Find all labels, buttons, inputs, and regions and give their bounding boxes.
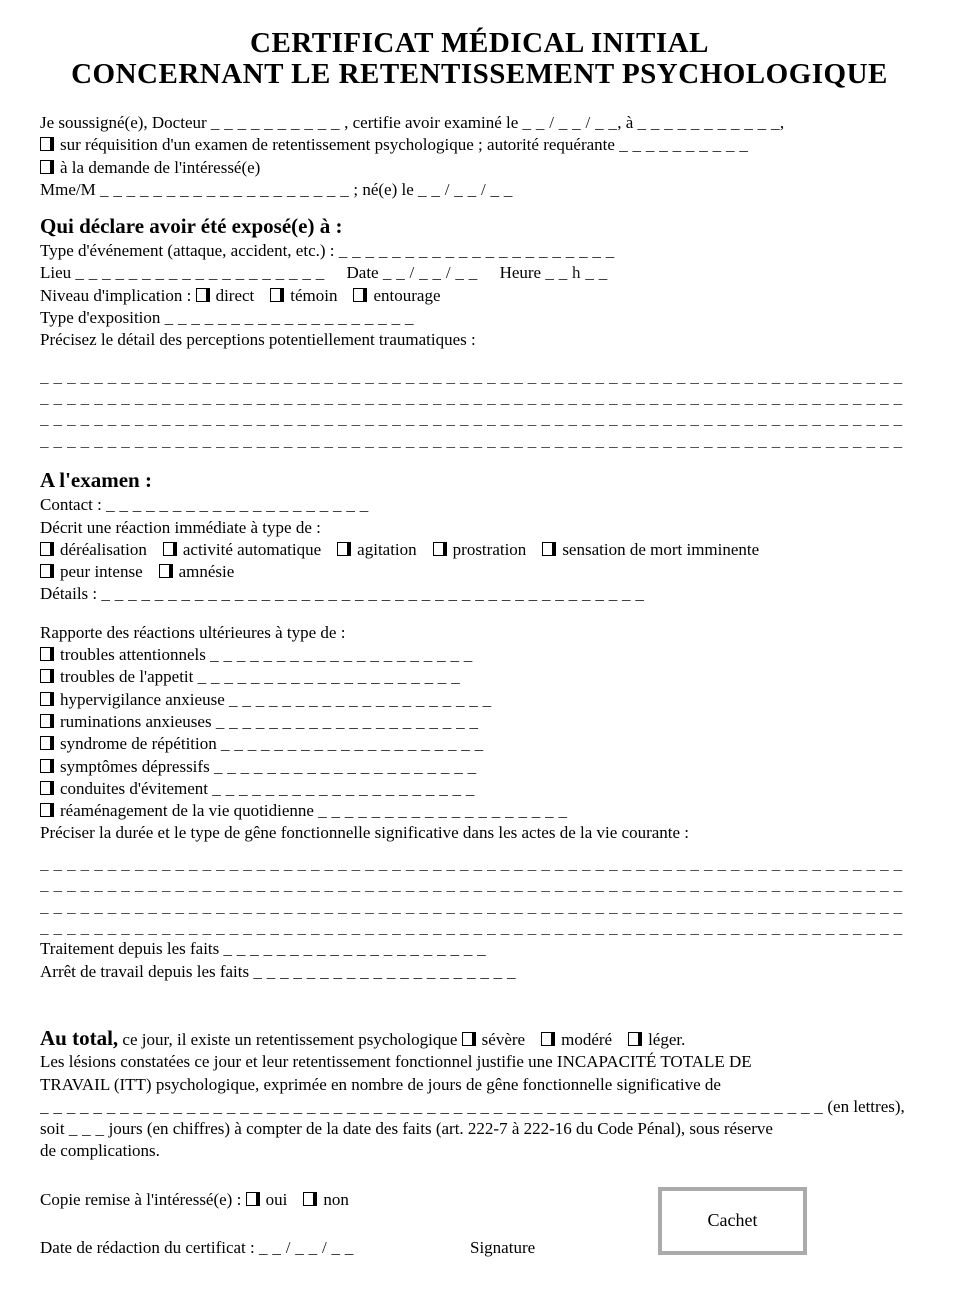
checkbox-troubles-appetit[interactable] (40, 669, 54, 683)
total-row (40, 1027, 919, 1051)
checkbox-modere[interactable] (541, 1032, 555, 1046)
event-type-row (40, 240, 919, 262)
field-itt-chiffres[interactable]: _ _ _ (68, 1119, 105, 1139)
field-patient-name[interactable]: _ _ _ _ _ _ _ _ _ _ _ _ _ _ _ _ _ _ _ (99, 179, 350, 199)
option-agitation (337, 540, 416, 559)
writing-line[interactable]: _ _ _ _ _ _ _ _ _ _ _ _ _ _ _ _ _ _ _ _ _ _ _ _ _ _ _ _ _ _ _ _ _ _ _ _ _ _ _ _ _ _ _ _ _ _ _ _ _ _ _ _ _ _ _ _ _ _ _ _ _ _ _ _ (40, 430, 903, 450)
period: . (681, 1029, 686, 1049)
option-peur-intense (40, 562, 143, 581)
contact-row (40, 494, 919, 516)
details-label: Détails : (40, 584, 102, 604)
date-label: Date (346, 263, 383, 283)
event-type-label: Type d'événement (attaque, accident, etc.) : (40, 241, 339, 261)
footer-section (40, 1185, 919, 1301)
later-item-row (40, 733, 919, 755)
checkbox-ruminations[interactable] (40, 714, 54, 728)
field-doctor-name[interactable]: _ _ _ _ _ _ _ _ _ _ (210, 113, 340, 132)
page-title (40, 28, 919, 90)
field-ruminations[interactable]: _ _ _ _ _ _ _ _ _ _ _ _ _ _ _ _ _ _ _ _ (215, 711, 479, 731)
arret-row (40, 961, 919, 983)
soit-text: soit (40, 1119, 69, 1139)
option-label: direct (215, 285, 255, 305)
checkbox-temoin[interactable] (270, 288, 284, 302)
checkbox-oui[interactable] (246, 1192, 260, 1206)
option-direct (196, 286, 255, 305)
checkbox-entourage[interactable] (353, 288, 367, 302)
later-label: Rapporte des réactions ultérieures à type de : (40, 622, 346, 642)
field-event-heure[interactable]: _ _ h _ _ (545, 263, 608, 283)
field-hypervigilance[interactable]: _ _ _ _ _ _ _ _ _ _ _ _ _ _ _ _ _ _ _ _ (229, 689, 492, 709)
exposure-section (40, 240, 919, 351)
later-item-row (40, 666, 919, 688)
item-label: syndrome de répétition (60, 734, 221, 754)
item-label: conduites d'évitement (60, 778, 213, 798)
immediate-options-row-2 (40, 561, 919, 583)
option-label: modéré (561, 1029, 613, 1049)
traitement-row (40, 938, 919, 960)
field-traitement[interactable]: _ _ _ _ _ _ _ _ _ _ _ _ _ _ _ _ _ _ _ _ (223, 939, 486, 959)
title-line-1: CERTIFICAT MÉDICAL INITIAL (250, 27, 709, 59)
field-lieu[interactable]: _ _ _ _ _ _ _ _ _ _ _ _ _ _ _ _ _ _ _ (75, 263, 325, 283)
intro-line-1 (40, 112, 919, 134)
writing-line[interactable]: _ _ _ _ _ _ _ _ _ _ _ _ _ _ _ _ _ _ _ _ _ _ _ _ _ _ _ _ _ _ _ _ _ _ _ _ _ _ _ _ _ _ _ _ _ _ _ _ _ _ _ _ _ _ _ _ _ _ _ _ _ _ _ _ (40, 853, 903, 873)
checkbox-peur-intense[interactable] (40, 564, 54, 578)
checkbox-agitation[interactable] (337, 542, 351, 556)
field-birth-date[interactable]: _ _ / _ _ / _ _ (418, 179, 513, 199)
item-label: hypervigilance anxieuse (60, 689, 229, 709)
treatment-section (40, 938, 919, 983)
perceptions-write-area (40, 366, 919, 452)
field-symptomes-depressifs[interactable]: _ _ _ _ _ _ _ _ _ _ _ _ _ _ _ _ _ _ _ _ (213, 756, 477, 776)
field-reamenagement[interactable]: _ _ _ _ _ _ _ _ _ _ _ _ _ _ _ _ _ _ _ (318, 801, 568, 821)
writing-line[interactable]: _ _ _ _ _ _ _ _ _ _ _ _ _ _ _ _ _ _ _ _ _ _ _ _ _ _ _ _ _ _ _ _ _ _ _ _ _ _ _ _ _ _ _ _ _ _ _ _ _ _ _ _ _ _ _ _ _ _ _ _ _ _ _ _ (40, 896, 903, 916)
option-label: oui (265, 1189, 288, 1209)
item-label: ruminations anxieuses (60, 711, 216, 731)
intro-line-3 (40, 157, 919, 179)
option-amnesie (159, 562, 235, 581)
checkbox-severe[interactable] (462, 1032, 476, 1046)
lettres-suffix: (en lettres), (823, 1096, 905, 1116)
checkbox-prostration[interactable] (433, 542, 447, 556)
later-reactions-section (40, 622, 919, 845)
perceptions-label: Précisez le détail des perceptions potentiellement traumatiques : (40, 330, 476, 350)
later-item-row (40, 800, 919, 822)
field-event-type[interactable]: _ _ _ _ _ _ _ _ _ _ _ _ _ _ _ _ _ _ _ _ _ (338, 241, 615, 261)
intro-line-4 (40, 179, 919, 201)
option-label: témoin (290, 285, 338, 305)
option-label: activité automatique (182, 539, 322, 559)
field-syndrome-repetition[interactable]: _ _ _ _ _ _ _ _ _ _ _ _ _ _ _ _ _ _ _ _ (221, 734, 484, 754)
field-date-redaction[interactable]: _ _ / _ _ / _ _ (259, 1238, 354, 1258)
writing-line[interactable]: _ _ _ _ _ _ _ _ _ _ _ _ _ _ _ _ _ _ _ _ _ _ _ _ _ _ _ _ _ _ _ _ _ _ _ _ _ _ _ _ _ _ _ _ _ _ _ _ _ _ _ _ _ _ _ _ _ _ _ _ _ _ _ _ (40, 875, 903, 895)
checkbox-non[interactable] (303, 1192, 317, 1206)
option-derealisation (40, 540, 147, 559)
intro-text: , à (617, 113, 638, 132)
checkbox-symptomes-depressifs[interactable] (40, 759, 54, 773)
writing-line[interactable]: _ _ _ _ _ _ _ _ _ _ _ _ _ _ _ _ _ _ _ _ _ _ _ _ _ _ _ _ _ _ _ _ _ _ _ _ _ _ _ _ _ _ _ _ _ _ _ _ _ _ _ _ _ _ _ _ _ _ _ _ _ _ _ _ (40, 388, 903, 408)
duree-label-row (40, 822, 919, 844)
checkbox-activite-automatique[interactable] (163, 542, 177, 556)
checkbox-mort-imminente[interactable] (542, 542, 556, 556)
checkbox-reamenagement[interactable] (40, 803, 54, 817)
option-label: prostration (452, 539, 527, 559)
later-item-row (40, 756, 919, 778)
immediate-label: Décrit une réaction immédiate à type de : (40, 517, 321, 537)
writing-line[interactable]: _ _ _ _ _ _ _ _ _ _ _ _ _ _ _ _ _ _ _ _ _ _ _ _ _ _ _ _ _ _ _ _ _ _ _ _ _ _ _ _ _ _ _ _ _ _ _ _ _ _ _ _ _ _ _ _ _ _ _ _ _ _ _ _ (40, 366, 903, 386)
checkbox-demande-interesse[interactable] (40, 160, 54, 174)
lieu-label: Lieu (40, 263, 76, 283)
patient-label: Mme/M (40, 179, 100, 199)
option-entourage (353, 286, 440, 305)
checkbox-amnesie[interactable] (159, 564, 173, 578)
chiffres-text: jours (en chiffres) à compter de la date des faits (art. 222-7 à 222-16 du Code Pénal), sous réserve (104, 1119, 773, 1139)
option-modere (541, 1030, 612, 1049)
checkbox-requisition[interactable] (40, 137, 54, 151)
checkbox-direct[interactable] (196, 288, 210, 302)
exam-heading: A l'examen : (40, 468, 152, 493)
immediate-label-row (40, 517, 919, 539)
traitement-label: Traitement depuis les faits (40, 939, 224, 959)
writing-line[interactable]: _ _ _ _ _ _ _ _ _ _ _ _ _ _ _ _ _ _ _ _ _ _ _ _ _ _ _ _ _ _ _ _ _ _ _ _ _ _ _ _ _ _ _ _ _ _ _ _ _ _ _ _ _ _ _ _ _ _ _ _ _ _ _ _ (40, 917, 903, 937)
option-label: léger (648, 1029, 682, 1049)
later-item-row (40, 689, 919, 711)
itt-chiffres-row (40, 1118, 919, 1140)
later-item-row (40, 644, 919, 666)
niveau-label: Niveau d'implication : (40, 285, 196, 305)
checkbox-leger[interactable] (628, 1032, 642, 1046)
intro-text: Je soussigné(e), Docteur (40, 113, 211, 132)
itt-line-1: Les lésions constatées ce jour et leur retentissement fonctionnel justifie une INCAPACITÉ TOTALE DE (40, 1052, 752, 1072)
exposure-heading: Qui déclare avoir été exposé(e) à : (40, 214, 343, 239)
duree-label: Préciser la durée et le type de gêne fonctionnelle significative dans les actes de la vie courante : (40, 823, 690, 843)
conclusion-section (40, 1027, 919, 1163)
field-conduites-evitement[interactable]: _ _ _ _ _ _ _ _ _ _ _ _ _ _ _ _ _ _ _ _ (212, 778, 475, 798)
option-label: peur intense (60, 562, 143, 582)
title-line-2: CONCERNANT LE RETENTISSEMENT PSYCHOLOGIQUE (71, 58, 888, 90)
option-leger (628, 1030, 685, 1049)
option-prostration (433, 540, 527, 559)
signature-label: Signature (470, 1238, 536, 1258)
field-troubles-appetit[interactable]: _ _ _ _ _ _ _ _ _ _ _ _ _ _ _ _ _ _ _ _ (197, 667, 461, 687)
requisition-label: sur réquisition d'un examen de retentissement psychologique ; autorité requérante (60, 135, 620, 155)
exam-section (40, 494, 919, 605)
option-temoin (270, 286, 337, 305)
intro-text: , certifie avoir examiné le (339, 113, 523, 132)
details-row (40, 583, 919, 605)
copie-label: Copie remise à l'intéressé(e) : (40, 1189, 246, 1209)
date-redaction-label: Date de rédaction du certificat : (40, 1238, 259, 1258)
itt-lettres-row (40, 1096, 919, 1118)
checkbox-troubles-attentionnels[interactable] (40, 647, 54, 661)
complications-row: de complications. (40, 1141, 160, 1161)
field-itt-lettres[interactable]: _ _ _ _ _ _ _ _ _ _ _ _ _ _ _ _ _ _ _ _ _ _ _ _ _ _ _ _ _ _ _ _ _ _ _ _ _ _ _ _ _ _ _ _ _ _ _ _ _ _ _ _ _ _ _ _ _ _ _ (40, 1096, 824, 1116)
total-text: ce jour, il existe un retentissement psychologique (118, 1029, 462, 1049)
exposition-row (40, 307, 919, 329)
field-details[interactable]: _ _ _ _ _ _ _ _ _ _ _ _ _ _ _ _ _ _ _ _ _ _ _ _ _ _ _ _ _ _ _ _ _ _ _ _ _ _ _ _ _ (101, 584, 645, 604)
option-label: amnésie (178, 562, 235, 582)
option-label: agitation (357, 539, 417, 559)
arret-label: Arrêt de travail depuis les faits (40, 961, 254, 981)
checkbox-derealisation[interactable] (40, 542, 54, 556)
later-item-row (40, 711, 919, 733)
option-label: sensation de mort imminente (562, 539, 760, 559)
total-lead: Au total, (40, 1026, 119, 1050)
itt-line-2: TRAVAIL (ITT) psychologique, exprimée en nombre de jours de gêne fonctionnelle significative de (40, 1074, 721, 1094)
intro-line-2 (40, 134, 919, 156)
field-arret-travail[interactable]: _ _ _ _ _ _ _ _ _ _ _ _ _ _ _ _ _ _ _ _ (253, 961, 516, 981)
contact-label: Contact : (40, 495, 107, 515)
cachet-label: Cachet (707, 1210, 758, 1231)
later-item-row (40, 778, 919, 800)
checkbox-syndrome-repetition[interactable] (40, 736, 54, 750)
field-exam-place[interactable]: _ _ _ _ _ _ _ _ _ _ _ (637, 113, 780, 132)
option-mort-imminente (542, 540, 759, 559)
exposition-label: Type d'exposition (40, 308, 165, 328)
lieu-date-heure-row (40, 262, 919, 284)
birth-label: ; né(e) le (349, 179, 418, 199)
immediate-options-row-1 (40, 539, 919, 561)
field-contact[interactable]: _ _ _ _ _ _ _ _ _ _ _ _ _ _ _ _ _ _ _ _ (106, 495, 369, 515)
duree-write-area (40, 853, 919, 939)
option-label: entourage (373, 285, 441, 305)
field-event-date[interactable]: _ _ / _ _ / _ _ (382, 263, 478, 283)
option-label: sévère (481, 1029, 526, 1049)
option-label: déréalisation (60, 539, 147, 559)
field-exposition[interactable]: _ _ _ _ _ _ _ _ _ _ _ _ _ _ _ _ _ _ _ (164, 308, 414, 328)
item-label: symptômes dépressifs (60, 756, 214, 776)
item-label: troubles de l'appetit (60, 667, 198, 687)
heure-label: Heure (499, 263, 546, 283)
writing-line[interactable]: _ _ _ _ _ _ _ _ _ _ _ _ _ _ _ _ _ _ _ _ _ _ _ _ _ _ _ _ _ _ _ _ _ _ _ _ _ _ _ _ _ _ _ _ _ _ _ _ _ _ _ _ _ _ _ _ _ _ _ _ _ _ _ _ (40, 409, 903, 429)
field-exam-date[interactable]: _ _ / _ _ / _ _ (522, 113, 618, 132)
item-label: réaménagement de la vie quotidienne (60, 801, 319, 821)
option-label: non (323, 1189, 349, 1209)
demande-label: à la demande de l'intéressé(e) (60, 157, 261, 177)
option-non (303, 1190, 349, 1209)
niveau-row (40, 285, 919, 307)
checkbox-conduites-evitement[interactable] (40, 781, 54, 795)
option-oui (246, 1190, 288, 1209)
intro-section (40, 112, 919, 201)
cachet-box (658, 1187, 807, 1255)
intro-text: , (779, 113, 785, 132)
field-troubles-attentionnels[interactable]: _ _ _ _ _ _ _ _ _ _ _ _ _ _ _ _ _ _ _ _ (210, 645, 473, 665)
item-label: troubles attentionnels (60, 645, 211, 665)
option-activite-automatique (163, 540, 321, 559)
checkbox-hypervigilance[interactable] (40, 692, 54, 706)
option-severe (462, 1030, 525, 1049)
field-autorite-requerante[interactable]: _ _ _ _ _ _ _ _ _ _ (619, 135, 749, 155)
later-label-row (40, 622, 919, 644)
perceptions-label-row (40, 329, 919, 351)
